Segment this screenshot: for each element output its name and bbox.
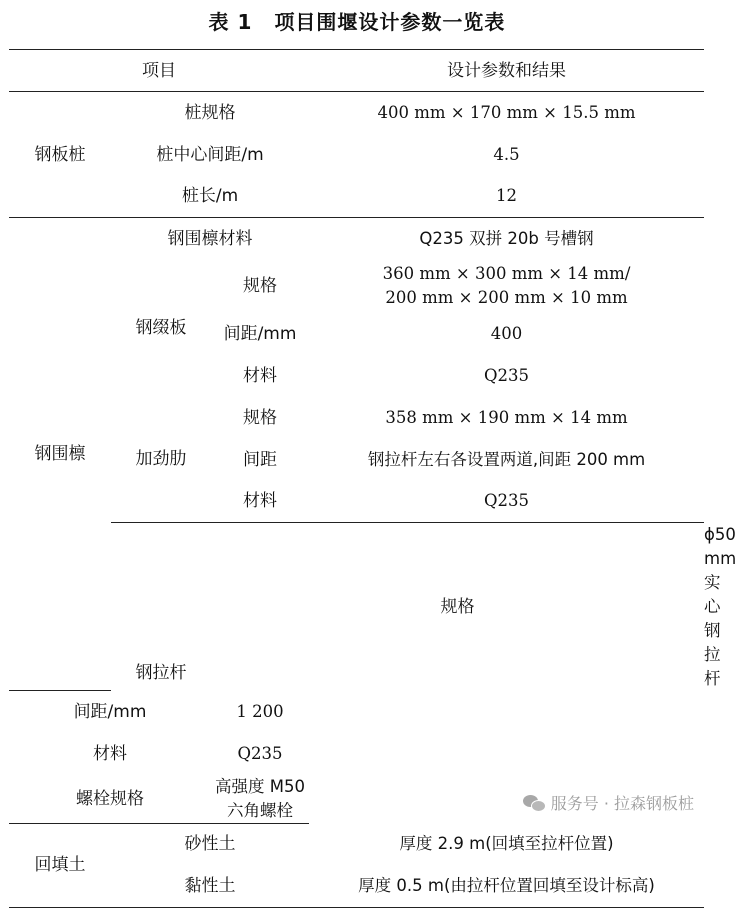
row-value: 1 200 — [236, 701, 284, 721]
row-label: 桩长/m — [111, 176, 309, 218]
row-value: Q235 — [237, 743, 283, 763]
group-backfill: 回填土 — [9, 823, 111, 907]
row-value: Q235 — [484, 365, 530, 385]
row-label: 材料 — [211, 481, 309, 523]
row-label: 间距/mm — [223, 323, 297, 344]
row-value: 钢拉杆左右各设置两道,间距 200 mm — [367, 449, 646, 469]
row-label: 螺栓规格 — [9, 775, 211, 824]
table-header-row — [9, 50, 704, 92]
table-row: 钢拉杆 规格 ϕ50 mm 实心钢拉杆 — [9, 523, 704, 691]
watermark-text: 服务号 · 拉森钢板桩 — [550, 794, 694, 813]
group-tie-rod: 钢拉杆 — [111, 523, 211, 824]
row-label: 材料 — [93, 743, 127, 764]
row-value: Q235 双拼 20b 号槽钢 — [419, 228, 594, 248]
row-value-line: 200 mm × 200 mm × 10 mm — [385, 288, 628, 307]
header-item: 项目 — [9, 50, 309, 92]
row-value: 12 — [309, 176, 704, 218]
row-value: 358 mm × 190 mm × 14 mm — [385, 407, 628, 427]
group-sheet-pile: 钢板桩 — [9, 92, 111, 218]
table-row — [9, 397, 704, 439]
row-value: 厚度 0.5 m(由拉杆位置回填至设计标高) — [309, 865, 704, 907]
caption-title: 项目围堰设计参数一览表 — [274, 10, 506, 34]
row-value: 4.5 — [493, 144, 520, 164]
subgroup-stiffener: 加劲肋 — [111, 397, 211, 523]
row-value: 400 — [490, 323, 523, 343]
table-row — [9, 134, 704, 176]
table-caption — [0, 8, 714, 36]
row-label: 砂性土 — [184, 834, 236, 855]
header-result: 设计参数和结果 — [309, 50, 704, 92]
subgroup-batten: 钢缀板 — [135, 318, 187, 338]
group-waling: 钢围檩 — [9, 218, 111, 691]
watermark — [523, 791, 694, 814]
table-row — [9, 823, 704, 865]
row-label: 间距/mm — [73, 701, 147, 722]
table-row — [9, 92, 704, 134]
row-label: 规格 — [440, 596, 475, 617]
row-label: 规格 — [243, 407, 277, 428]
caption-label: 表 1 — [208, 10, 253, 34]
wechat-icon — [523, 794, 545, 812]
row-value-line: 360 mm × 300 mm × 14 mm/ — [382, 264, 631, 283]
row-value: Q235 — [309, 481, 704, 523]
row-label: 黏性土 — [111, 865, 309, 907]
row-label: 桩中心间距/m — [156, 144, 264, 165]
table-row — [9, 260, 704, 313]
design-parameter-table — [9, 49, 736, 908]
row-value: 厚度 2.9 m(回填至拉杆位置) — [399, 834, 614, 853]
row-label: 钢围檩材料 — [167, 228, 253, 249]
row-label: 材料 — [243, 365, 277, 386]
table-row — [9, 176, 704, 218]
table-row — [9, 691, 704, 733]
row-value — [309, 260, 704, 313]
table-row — [9, 865, 704, 907]
row-label: 规格 — [243, 276, 277, 296]
row-value: 400 mm × 170 mm × 15.5 mm — [377, 102, 636, 122]
row-label: 桩规格 — [184, 102, 236, 123]
table-row — [9, 733, 704, 775]
row-label: 间距 — [243, 449, 277, 470]
row-value: 高强度 M50 六角螺栓 — [211, 775, 309, 824]
table-row — [9, 218, 704, 260]
